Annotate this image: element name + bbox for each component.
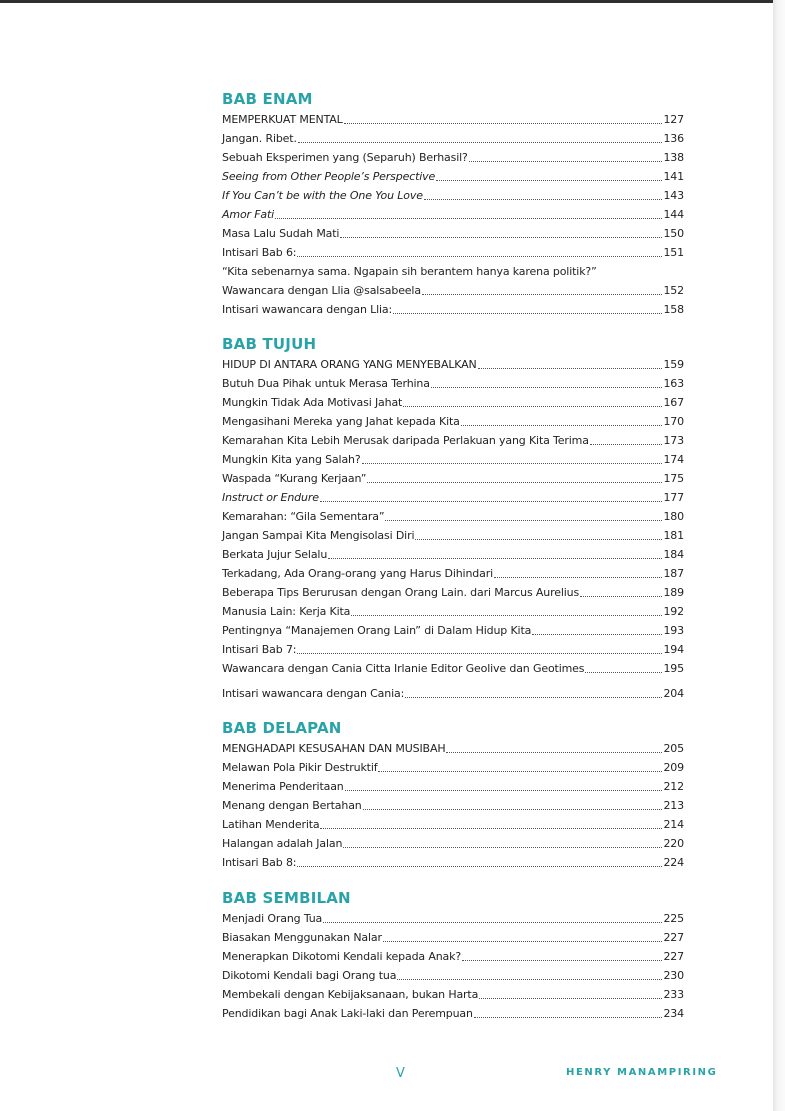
dot-leader bbox=[345, 790, 663, 791]
dot-leader bbox=[479, 998, 662, 999]
entry-title: Latihan Menderita bbox=[222, 818, 320, 831]
toc-entry[interactable] bbox=[222, 564, 684, 583]
entry-page: 192 bbox=[663, 605, 684, 618]
entry-title: Wawancara dengan Llia @salsabeela bbox=[222, 284, 421, 297]
entry-title: Mungkin Kita yang Salah? bbox=[222, 453, 361, 466]
entry-title: If You Can’t be with the One You Love bbox=[222, 189, 423, 202]
dot-leader bbox=[340, 237, 662, 238]
entry-title: MENGHADAPI KESUSAHAN DAN MUSIBAH bbox=[222, 742, 446, 755]
toc-entry[interactable] bbox=[222, 450, 684, 469]
entry-page: 181 bbox=[663, 529, 684, 542]
entry-title: Dikotomi Kendali bagi Orang tua bbox=[222, 969, 397, 982]
toc-entry[interactable] bbox=[222, 796, 684, 815]
dot-leader bbox=[462, 960, 662, 961]
entry-title: Berkata Jujur Selalu bbox=[222, 548, 328, 561]
toc-entry[interactable] bbox=[222, 129, 684, 148]
entry-page: 167 bbox=[663, 396, 684, 409]
toc-entry[interactable] bbox=[222, 545, 684, 564]
dot-leader bbox=[323, 922, 662, 923]
toc-entry[interactable] bbox=[222, 815, 684, 834]
entry-title: Jangan Sampai Kita Mengisolasi Diri bbox=[222, 529, 415, 542]
dot-leader bbox=[363, 809, 663, 810]
entry-page: 144 bbox=[663, 208, 684, 221]
section-bab-tujuh bbox=[222, 331, 684, 703]
toc-entry[interactable] bbox=[222, 909, 684, 928]
dot-leader bbox=[351, 615, 662, 616]
entry-title: Menjadi Orang Tua bbox=[222, 912, 323, 925]
page-number: V bbox=[396, 1066, 406, 1081]
entry-title: Kemarahan Kita Lebih Merusak daripada Perlakuan yang Kita Terima bbox=[222, 434, 589, 447]
dot-leader bbox=[431, 387, 663, 388]
entry-page: 209 bbox=[663, 761, 684, 774]
entry-title: Pentingnya “Manajemen Orang Lain” di Dalam Hidup Kita bbox=[222, 624, 532, 637]
entry-title: MEMPERKUAT MENTAL bbox=[222, 113, 343, 126]
toc-entry[interactable] bbox=[222, 659, 684, 678]
toc-entry[interactable] bbox=[222, 966, 684, 985]
page-edge-shadow bbox=[773, 0, 785, 1111]
toc-entry[interactable] bbox=[222, 777, 684, 796]
dot-leader bbox=[478, 368, 663, 369]
dot-leader bbox=[532, 634, 662, 635]
entry-title: Pendidikan bagi Anak Laki-laki dan Perempuan bbox=[222, 1007, 473, 1020]
entry-title: Waspada “Kurang Kerjaan” bbox=[222, 472, 367, 485]
dot-leader bbox=[275, 218, 662, 219]
entry-title: Butuh Dua Pihak untuk Merasa Terhina bbox=[222, 377, 430, 390]
section-heading: BAB ENAM bbox=[222, 90, 313, 108]
dot-leader bbox=[469, 161, 663, 162]
toc-entry[interactable] bbox=[222, 186, 684, 205]
entry-page: 177 bbox=[663, 491, 684, 504]
toc-entry[interactable] bbox=[222, 758, 684, 777]
entry-page: 136 bbox=[663, 132, 684, 145]
entry-title: Melawan Pola Pikir Destruktif bbox=[222, 761, 378, 774]
entry-title: Membekali dengan Kebijaksanaan, bukan Harta bbox=[222, 988, 479, 1001]
dot-leader bbox=[415, 539, 662, 540]
toc-entry[interactable] bbox=[222, 507, 684, 526]
entry-title: Menerima Penderitaan bbox=[222, 780, 344, 793]
entry-title: Menang dengan Bertahan bbox=[222, 799, 362, 812]
dot-leader bbox=[422, 294, 663, 295]
toc-entry[interactable] bbox=[222, 148, 684, 167]
entry-page: 150 bbox=[663, 227, 684, 240]
entry-title: Manusia Lain: Kerja Kita bbox=[222, 605, 351, 618]
entry-page: 227 bbox=[663, 931, 684, 944]
entry-page: 220 bbox=[663, 837, 684, 850]
dot-leader bbox=[378, 771, 662, 772]
section-heading: BAB SEMBILAN bbox=[222, 889, 351, 907]
section-heading: BAB DELAPAN bbox=[222, 719, 342, 737]
entry-page: 225 bbox=[663, 912, 684, 925]
entry-title: Menerapkan Dikotomi Kendali kepada Anak? bbox=[222, 950, 462, 963]
toc-entry[interactable] bbox=[222, 110, 684, 129]
toc-entry[interactable] bbox=[222, 374, 684, 393]
entry-page: 212 bbox=[663, 780, 684, 793]
dot-leader bbox=[403, 406, 662, 407]
entry-title: Intisari Bab 6: bbox=[222, 246, 297, 259]
running-footer-author: HENRY MANAMPIRING bbox=[566, 1067, 718, 1078]
dot-leader bbox=[590, 444, 663, 445]
toc-entry[interactable] bbox=[222, 300, 684, 319]
entry-page: 224 bbox=[663, 856, 684, 869]
entry-page: 189 bbox=[663, 586, 684, 599]
entry-page: 195 bbox=[663, 662, 684, 675]
entry-title: Intisari wawancara dengan Llia: bbox=[222, 303, 393, 316]
entry-title: Mengasihani Mereka yang Jahat kepada Kita bbox=[222, 415, 460, 428]
entry-title: Instruct or Endure bbox=[222, 491, 319, 504]
entry-title: Masa Lalu Sudah Mati bbox=[222, 227, 340, 240]
toc-entry[interactable] bbox=[222, 431, 684, 450]
entry-page: 159 bbox=[663, 358, 684, 371]
dot-leader bbox=[385, 520, 662, 521]
dot-leader bbox=[397, 979, 662, 980]
entry-page: 158 bbox=[663, 303, 684, 316]
entry-page: 174 bbox=[663, 453, 684, 466]
dot-leader bbox=[474, 1017, 663, 1018]
entry-title: Amor Fati bbox=[222, 208, 275, 221]
toc-entry[interactable] bbox=[222, 739, 684, 758]
entry-title: Mungkin Tidak Ada Motivasi Jahat bbox=[222, 396, 403, 409]
entry-title: “Kita sebenarnya sama. Ngapain sih berantem hanya karena politik?” bbox=[222, 265, 597, 278]
section-bab-delapan bbox=[222, 715, 684, 872]
toc-entry[interactable] bbox=[222, 853, 684, 872]
toc-entry[interactable] bbox=[222, 224, 684, 243]
entry-page: 170 bbox=[663, 415, 684, 428]
dot-leader bbox=[297, 256, 662, 257]
entry-page: 194 bbox=[663, 643, 684, 656]
dot-leader bbox=[320, 828, 662, 829]
dot-leader bbox=[297, 866, 662, 867]
entry-page: 151 bbox=[663, 246, 684, 259]
entry-page: 214 bbox=[663, 818, 684, 831]
toc-entry[interactable] bbox=[222, 684, 684, 703]
entry-page: 180 bbox=[663, 510, 684, 523]
dot-leader bbox=[362, 463, 663, 464]
dot-leader bbox=[393, 313, 662, 314]
entry-title: Kemarahan: “Gila Sementara” bbox=[222, 510, 385, 523]
toc-entry[interactable] bbox=[222, 1004, 684, 1023]
table-of-contents bbox=[222, 86, 684, 1023]
toc-entry[interactable] bbox=[222, 355, 684, 374]
dot-leader bbox=[344, 123, 663, 124]
toc-entry[interactable] bbox=[222, 947, 684, 966]
dot-leader bbox=[343, 847, 662, 848]
top-border bbox=[0, 0, 773, 3]
entry-page: 163 bbox=[663, 377, 684, 390]
entry-page: 193 bbox=[663, 624, 684, 637]
entry-page: 175 bbox=[663, 472, 684, 485]
section-bab-sembilan bbox=[222, 885, 684, 1023]
entry-page: 127 bbox=[663, 113, 684, 126]
toc-entry[interactable] bbox=[222, 393, 684, 412]
dot-leader bbox=[297, 653, 662, 654]
toc-entry[interactable] bbox=[222, 412, 684, 431]
dot-leader bbox=[461, 425, 663, 426]
toc-entry[interactable] bbox=[222, 640, 684, 659]
entry-page: 143 bbox=[663, 189, 684, 202]
entry-title: Terkadang, Ada Orang-orang yang Harus Dihindari bbox=[222, 567, 493, 580]
entry-page: 173 bbox=[663, 434, 684, 447]
dot-leader bbox=[298, 142, 663, 143]
entry-page: 227 bbox=[663, 950, 684, 963]
toc-entry[interactable] bbox=[222, 985, 684, 1004]
toc-entry[interactable] bbox=[222, 243, 684, 262]
entry-title: Beberapa Tips Berurusan dengan Orang Lain. dari Marcus Aurelius bbox=[222, 586, 580, 599]
entry-title: Intisari Bab 8: bbox=[222, 856, 297, 869]
entry-page: 187 bbox=[663, 567, 684, 580]
dot-leader bbox=[367, 482, 662, 483]
entry-page: 233 bbox=[663, 988, 684, 1001]
entry-title: Intisari Bab 7: bbox=[222, 643, 297, 656]
entry-title: HIDUP DI ANTARA ORANG YANG MENYEBALKAN bbox=[222, 358, 477, 371]
entry-title: Sebuah Eksperimen yang (Separuh) Berhasil? bbox=[222, 151, 468, 164]
entry-page: 234 bbox=[663, 1007, 684, 1020]
dot-leader bbox=[446, 752, 662, 753]
entry-page: 138 bbox=[663, 151, 684, 164]
entry-title: Seeing from Other People’s Perspective bbox=[222, 170, 436, 183]
toc-entry[interactable] bbox=[222, 262, 684, 281]
entry-page: 141 bbox=[663, 170, 684, 183]
toc-entry[interactable] bbox=[222, 834, 684, 853]
toc-entry[interactable] bbox=[222, 928, 684, 947]
entry-page: 184 bbox=[663, 548, 684, 561]
entry-title: Jangan. Ribet. bbox=[222, 132, 297, 145]
entry-title: Biasakan Menggunakan Nalar bbox=[222, 931, 382, 944]
toc-entry[interactable] bbox=[222, 583, 684, 602]
toc-entry[interactable] bbox=[222, 488, 684, 507]
toc-entry[interactable] bbox=[222, 469, 684, 488]
dot-leader bbox=[383, 941, 663, 942]
toc-entry[interactable] bbox=[222, 526, 684, 545]
toc-entry[interactable] bbox=[222, 167, 684, 186]
dot-leader bbox=[424, 199, 663, 200]
entry-page: 152 bbox=[663, 284, 684, 297]
dot-leader bbox=[585, 672, 662, 673]
entry-page: 205 bbox=[663, 742, 684, 755]
toc-entry[interactable] bbox=[222, 602, 684, 621]
section-heading: BAB TUJUH bbox=[222, 335, 317, 353]
dot-leader bbox=[436, 180, 662, 181]
toc-entry[interactable] bbox=[222, 621, 684, 640]
entry-page: 230 bbox=[663, 969, 684, 982]
entry-page: 204 bbox=[663, 687, 684, 700]
entry-title: Halangan adalah Jalan bbox=[222, 837, 343, 850]
dot-leader bbox=[405, 697, 662, 698]
toc-entry[interactable] bbox=[222, 281, 684, 300]
toc-entry[interactable] bbox=[222, 205, 684, 224]
section-bab-enam bbox=[222, 86, 684, 319]
dot-leader bbox=[580, 596, 662, 597]
dot-leader bbox=[494, 577, 662, 578]
entry-page: 213 bbox=[663, 799, 684, 812]
dot-leader bbox=[328, 558, 662, 559]
entry-title: Intisari wawancara dengan Cania: bbox=[222, 687, 405, 700]
dot-leader bbox=[320, 501, 663, 502]
entry-title: Wawancara dengan Cania Citta Irlanie Editor Geolive dan Geotimes bbox=[222, 662, 585, 675]
